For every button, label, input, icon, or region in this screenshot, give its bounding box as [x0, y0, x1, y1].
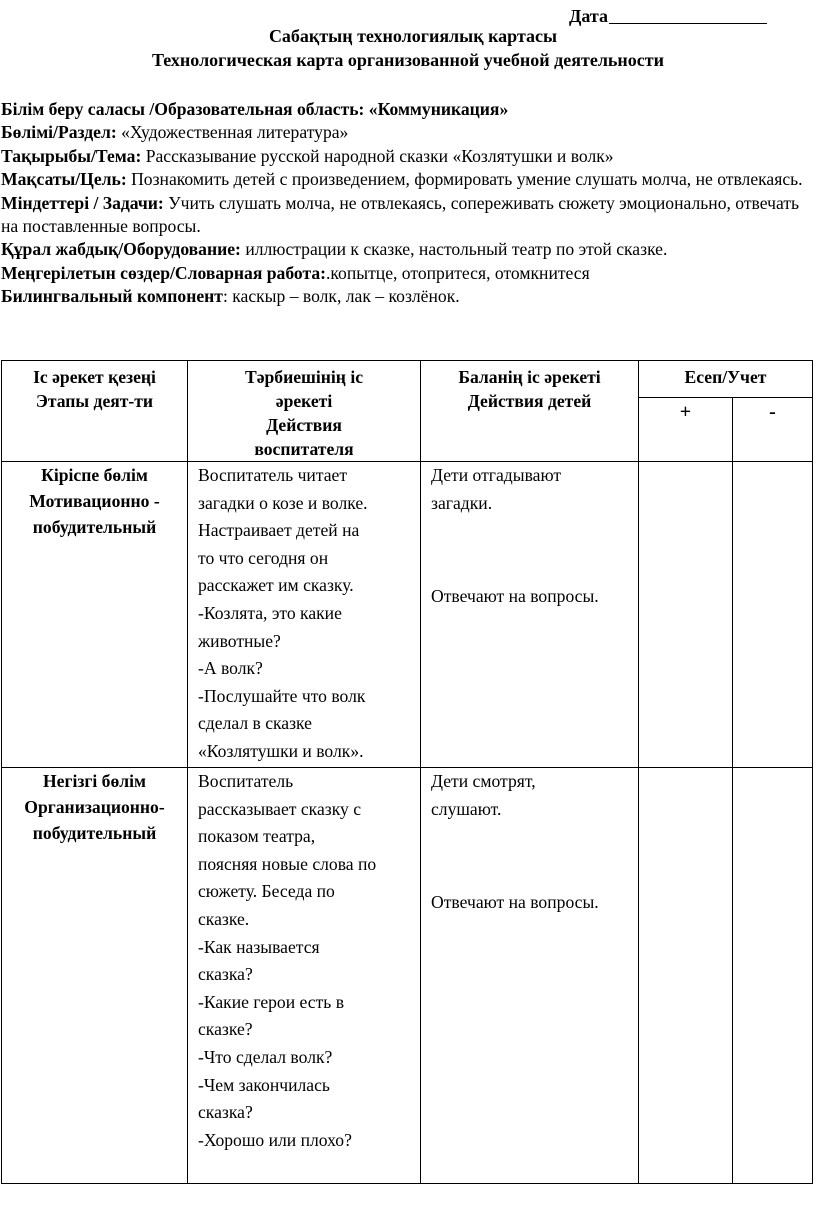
header-children: Баланің іс әрекеті Действия детей	[421, 361, 639, 462]
table-header-row	[2, 361, 813, 398]
meta-equipment: Құрал жабдық/Оборудование: иллюстрации к сказке, настольный театр по этой сказке.	[1, 239, 668, 260]
meta-bilingual: Билингвальный компонент: каскыр – волк, лак – козлёнок.	[1, 286, 460, 307]
date-label: Дата	[569, 6, 608, 26]
table-row	[2, 462, 813, 768]
header-record: Есеп/Учет	[639, 361, 813, 398]
children-actions-cell: Дети отгадывают загадки. Отвечают на вопросы.	[421, 462, 639, 768]
meta-section: Бөлімі/Раздел: «Художественная литература»	[1, 122, 349, 143]
meta-area: Білім беру саласы /Образовательная область: «Коммуникация»	[1, 99, 509, 119]
header-minus: -	[733, 398, 813, 462]
lesson-table	[1, 360, 813, 1184]
stage-cell: Негізгі бөлім Организационно- побудительный	[2, 768, 188, 1184]
teacher-actions-cell: Воспитатель рассказывает сказку с показом театра, поясняя новые слова по сюжету. Беседа по сказке. -Как называется сказка? -Какие герои есть в сказке? -Что сделал волк? -Чем закончилась сказка? -Хорошо или плохо?	[188, 768, 421, 1184]
meta-vocabulary: Меңгерілетын сөздер/Словарная работа:.копытце, отопритеся, отомкнитеся	[1, 262, 590, 283]
title-kazakh: Сабақтың технологиялық картасы	[268, 26, 558, 46]
stage-cell: Кіріспе бөлім Мотивационно - побудительный	[2, 462, 188, 768]
meta-goal: Мақсаты/Цель: Познакомить детей с произведением, формировать умение слушать молча, не отвлекаясь.	[1, 169, 803, 190]
meta-topic: Тақырыбы/Тема: Рассказывание русской народной сказки «Козлятушки и волк»	[1, 145, 614, 166]
date-field	[569, 6, 767, 27]
record-plus-cell	[639, 462, 733, 768]
teacher-actions-cell: Воспитатель читает загадки о козе и волке. Настраивает детей на то что сегодня он расскажет им сказку. -Козлята, это какие животные? -А волк? -Послушайте что волк сделал в сказке «Козлятушки и волк».	[188, 462, 421, 768]
meta-tasks: Міндеттері / Задачи: Учить слушать молча, не отвлекаясь, сопереживать сюжету эмоционально, отвечать на поставленные вопросы.	[1, 192, 800, 237]
date-blank-line	[609, 6, 767, 24]
title-russian: Технологическая карта организованной учебной деятельности	[151, 50, 665, 70]
header-plus: +	[639, 398, 733, 462]
lesson-metadata	[1, 98, 813, 309]
children-actions-cell: Дети смотрят, слушают. Отвечают на вопросы.	[421, 768, 639, 1184]
record-minus-cell	[733, 768, 813, 1184]
record-minus-cell	[733, 462, 813, 768]
record-plus-cell	[639, 768, 733, 1184]
header-teacher: Тәрбиешінің іс әрекеті Действия воспитателя	[188, 361, 421, 462]
table-row	[2, 768, 813, 1184]
header-stage: Іс әрекет қезеңі Этапы деят-ти	[2, 361, 188, 462]
